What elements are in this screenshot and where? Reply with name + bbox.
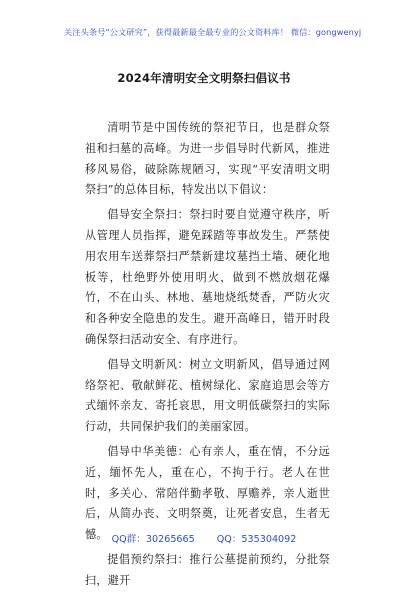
paragraph-chinese-virtue: 倡导中华美德：心有亲人，重在情，不分远近，缅怀先人，重在心，不拘于行。老人在世时，多关心、常陪伴勤孝敬、厚赡养，亲人逝世后，从简办丧、文明祭奠，让死者安息，生者无憾。 <box>85 444 330 542</box>
footer-contacts <box>0 531 408 545</box>
header-promo-note: 关注头条号“公文研究”，获得最新最全最专业的公文资料库！ 微信：gongwenyj <box>64 27 362 37</box>
paragraph-civilized-custom: 倡导文明新风：树立文明新风，倡导通过网络祭祀、敬献鲜花、植树绿化、家庭追思会等方式缅怀亲友、寄托哀思，用文明低碳祭扫的实际行动，共同保护我们的美丽家园。 <box>85 357 330 434</box>
paragraph-reservation: 提倡预约祭扫：推行公墓提前预约，分批祭扫，避开 <box>85 552 330 587</box>
document-title: 2024年清明安全文明祭扫倡议书 <box>117 71 291 85</box>
paragraph-safe-sweeping: 倡导安全祭扫：祭扫时要自觉遵守秩序，听从管理人员指挥，避免踩踏等事故发生。严禁使用农用车送葬祭扫严禁新建坟墓挡土墙、硬化地板等，杜绝野外使用明火，做到不燃放烟花爆竹，不在山头、林地、墓地烧纸焚香，严防火灾和各种安全隐患的发生。避开高峰日，错开时段确保祭扫活动安全、有序进行。 <box>85 208 330 346</box>
paragraph-intro: 清明节是中国传统的祭祀节日，也是群众祭祖和扫墓的高峰。为进一步倡导时代新风，推进移风易俗，破除陈规陋习，实现“平安清明文明祭扫”的总体目标，特发出以下倡议： <box>85 121 330 197</box>
qq-contact: QQ：535304092 <box>216 534 297 545</box>
qq-group-contact: QQ群：30265665 <box>111 534 195 545</box>
document-body <box>85 118 330 596</box>
